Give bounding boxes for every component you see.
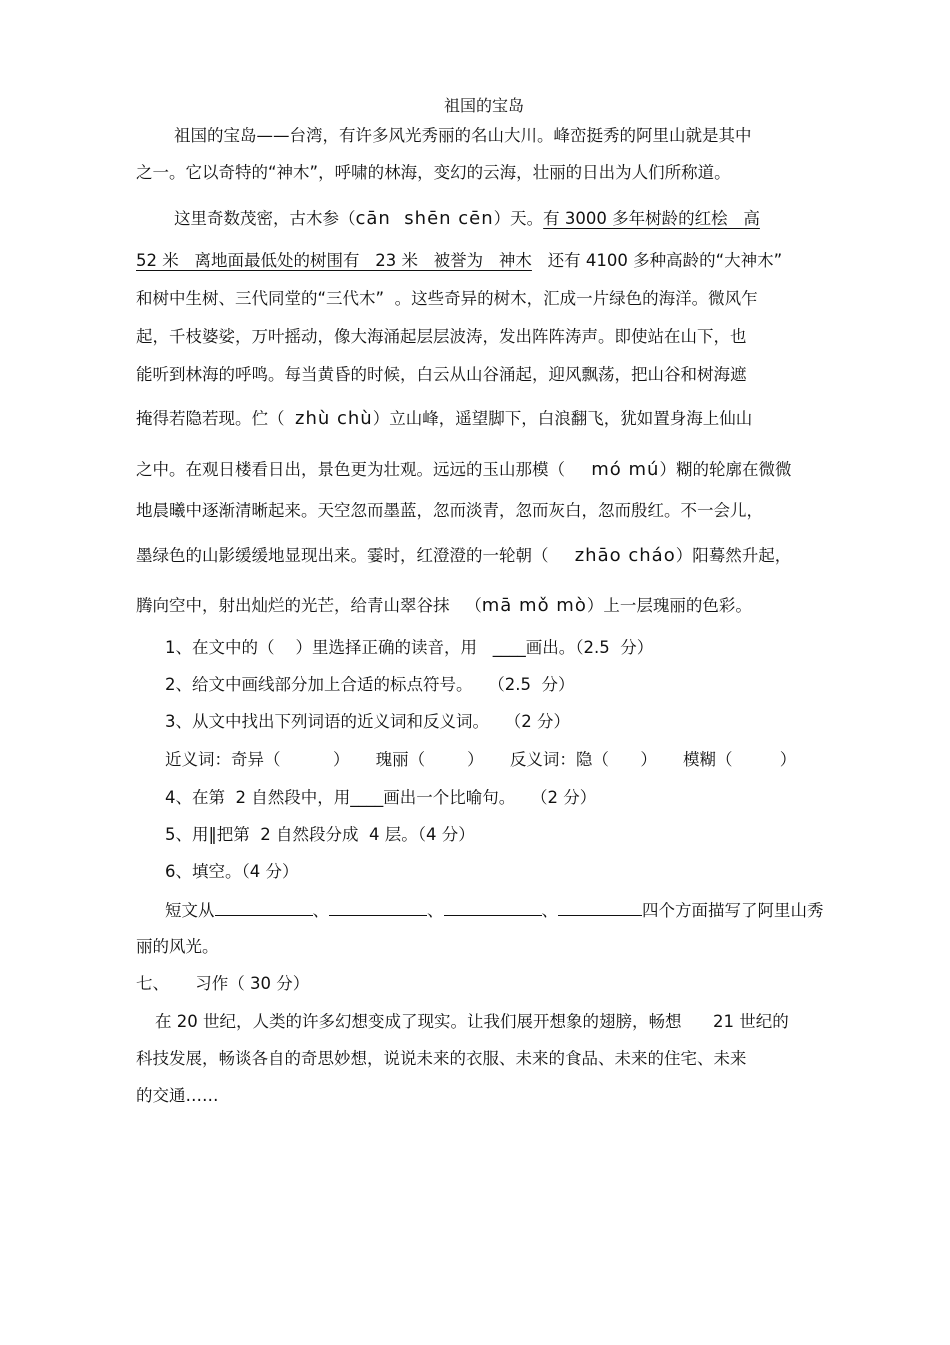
text-segment: 墨绿色的山影缓缓地显现出来。霎时，红澄澄的一轮朝（: [136, 546, 575, 565]
text-segment: 还有 4100 多种高龄的“大神木”: [531, 251, 783, 270]
paragraph-2-line-2: [136, 250, 782, 272]
section-7-line-3: 的交通……: [136, 1086, 219, 1105]
text-segment: ）阳蓦然升起，: [675, 546, 792, 565]
separator: 、: [312, 901, 329, 920]
underlined-phrase: 52 米 离地面最低处的树围有 23 米 被誉为 神木: [136, 251, 532, 270]
section-7-line-1: 在 20 世纪，人类的许多幻想变成了现实。让我们展开想象的翅膀，畅想 21 世纪的: [155, 1012, 789, 1031]
question-2: 2、给文中画线部分加上合适的标点符号。 （2.5 分）: [165, 675, 575, 694]
paragraph-2-line-1: [174, 208, 760, 230]
question-1: 1、在文中的（ ）里选择正确的读音，用 ____画出。（2.5 分）: [165, 638, 654, 657]
paragraph-2-line-10: [136, 595, 752, 617]
paragraph-2-line-5: 能听到林海的呼鸣。每当黄昏的时候，白云从山谷涌起，迎风飘荡，把山谷和树海遮: [136, 365, 747, 384]
fill-blank-1[interactable]: [215, 899, 313, 916]
question-6-fill-line: [165, 899, 824, 922]
separator: 、: [427, 901, 444, 920]
question-3: 3、从文中找出下列词语的近义词和反义词。 （2 分）: [165, 712, 570, 731]
text-segment: ）天。: [493, 209, 544, 228]
text-segment: 这里奇数茂密，古木参（: [174, 209, 356, 228]
pinyin-option: mó mú: [591, 459, 660, 480]
paragraph-1-line-2: 之一。它以奇特的“神木”，呼啸的林海，变幻的云海，壮丽的日出为人们所称道。: [136, 163, 731, 182]
paragraph-2-line-7: [136, 459, 791, 481]
question-3-items: 近义词：奇异（ ） 瑰丽（ ） 反义词：隐（ ） 模糊（ ）: [165, 750, 797, 769]
text-segment: 短文从: [165, 901, 215, 920]
fill-blank-2[interactable]: [329, 899, 427, 916]
fill-blank-3[interactable]: [444, 899, 542, 916]
section-7-line-2: 科技发展，畅谈各自的奇思妙想，说说未来的衣服、未来的食品、未来的住宅、未来: [136, 1049, 747, 1068]
pinyin-option: mā mǒ mò: [481, 595, 587, 616]
page-title: 祖国的宝岛: [444, 96, 525, 115]
question-4: 4、在第 2 自然段中，用____画出一个比喻句。 （2 分）: [165, 788, 597, 807]
paragraph-2-line-9: [136, 545, 791, 567]
question-6-line-2: 丽的风光。: [136, 937, 219, 956]
text-segment: 四个方面描写了阿里山秀: [642, 901, 824, 920]
text-segment: 之中。在观日楼看日出，景色更为壮观。远远的玉山那模（: [136, 460, 592, 479]
text-segment: ）上一层瑰丽的色彩。: [586, 596, 752, 615]
text-segment: ）糊的轮廓在微微: [659, 460, 792, 479]
fill-blank-4[interactable]: [558, 899, 642, 916]
section-7-heading: 七、 习作（ 30 分）: [136, 974, 310, 993]
pinyin-option: cān shēn cēn: [355, 208, 494, 229]
paragraph-1-line-1: 祖国的宝岛——台湾，有许多风光秀丽的名山大川。峰峦挺秀的阿里山就是其中: [174, 126, 752, 145]
text-segment: ）立山峰，遥望脚下，白浪翻飞，犹如置身海上仙山: [372, 409, 753, 428]
question-5: 5、用‖把第 2 自然段分成 4 层。（4 分）: [165, 825, 475, 844]
underlined-phrase: 有 3000 多年树龄的红桧 高: [543, 209, 760, 228]
text-segment: 腾向空中，射出灿烂的光芒，给青山翠谷抹 （: [136, 596, 482, 615]
separator: 、: [541, 901, 558, 920]
pinyin-option: zhù chù: [295, 408, 373, 429]
question-6: 6、填空。（4 分）: [165, 862, 299, 881]
paragraph-2-line-6: [136, 408, 752, 430]
paragraph-2-line-3: 和树中生树、三代同堂的“三代木” 。这些奇异的树木，汇成一片绿色的海洋。微风乍: [136, 289, 758, 308]
text-segment: 掩得若隐若现。伫（: [136, 409, 295, 428]
paragraph-2-line-4: 起，千枝婆娑，万叶摇动，像大海涌起层层波涛，发出阵阵涛声。即使站在山下，也: [136, 327, 747, 346]
paragraph-2-line-8: 地晨曦中逐渐清晰起来。天空忽而墨蓝，忽而淡青，忽而灰白，忽而殷红。不一会儿，: [136, 501, 763, 520]
pinyin-option: zhāo cháo: [574, 545, 676, 566]
